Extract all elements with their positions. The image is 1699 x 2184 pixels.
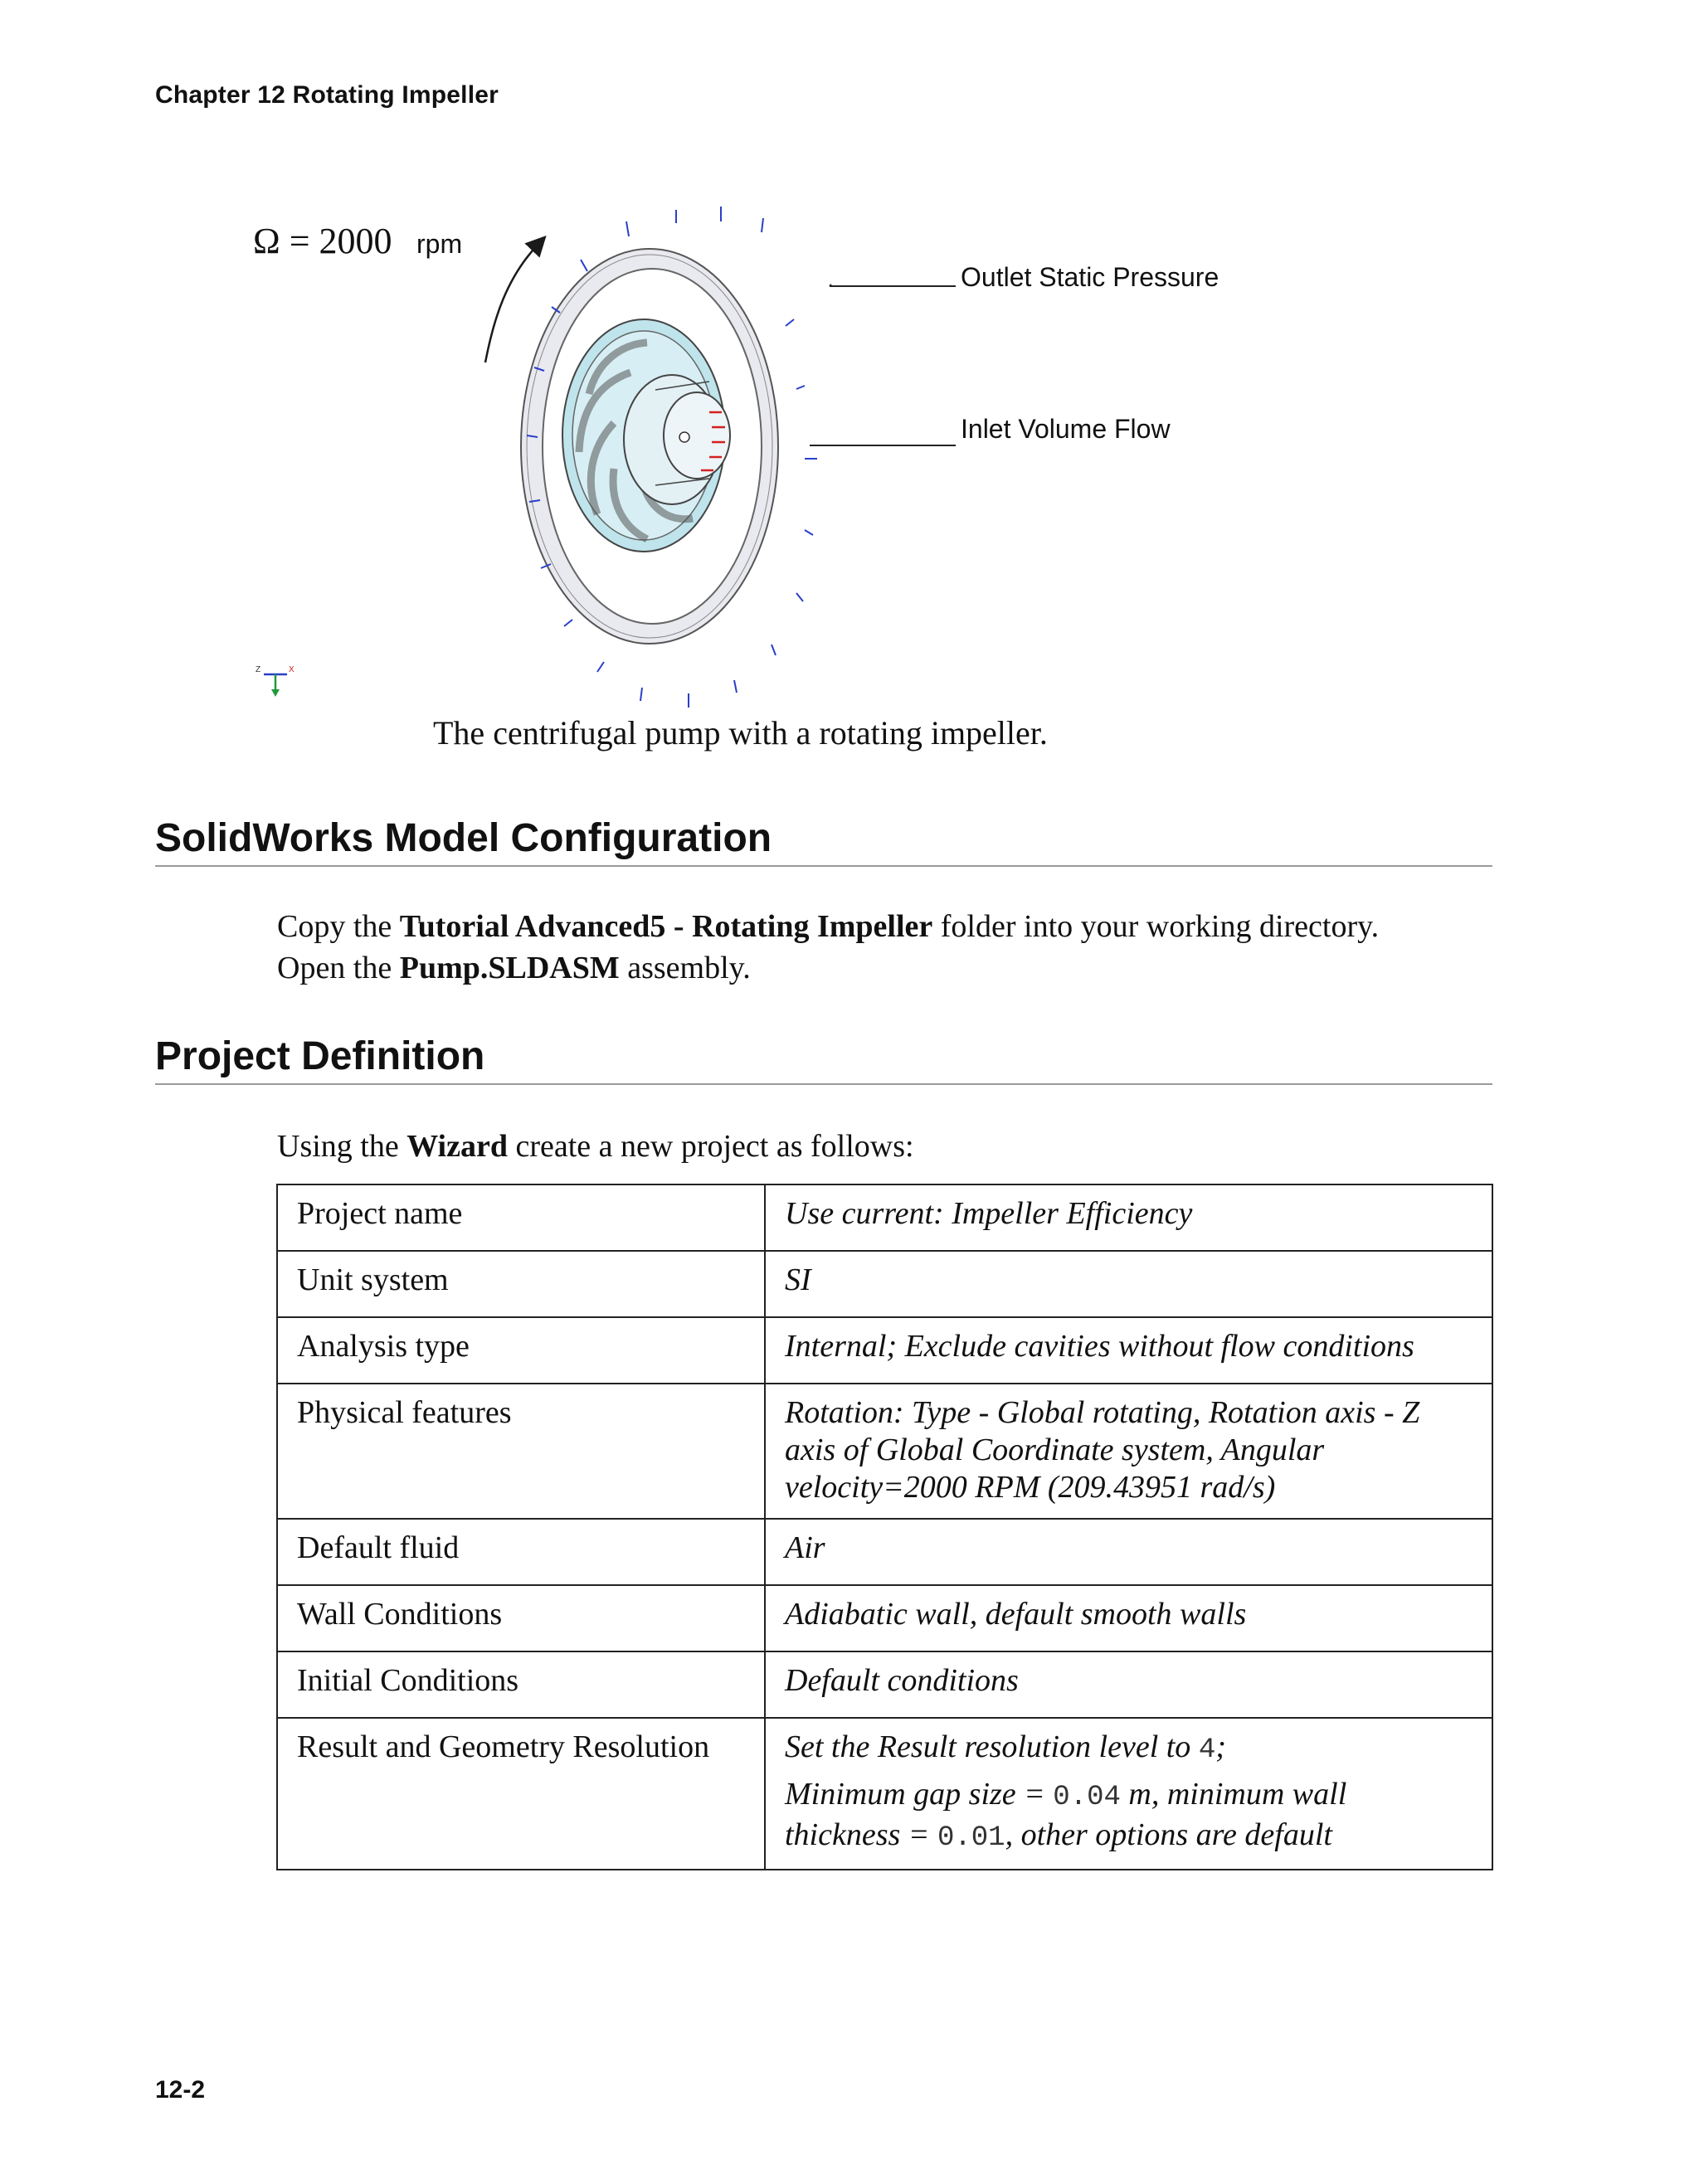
axis-z-letter: Z	[256, 665, 261, 674]
text-run: , other options are default	[1005, 1817, 1332, 1852]
text-run: ;	[1215, 1729, 1226, 1764]
setting-value: Air	[765, 1519, 1492, 1585]
rotation-arrow	[485, 243, 539, 362]
setting-value	[765, 1718, 1492, 1870]
assembly-name: Pump.SLDASM	[399, 951, 620, 985]
section-rule	[155, 865, 1492, 867]
inlet-label: Inlet Volume Flow	[961, 414, 1171, 444]
text-run: Set the Result resolution level to	[785, 1729, 1199, 1764]
running-header: Chapter 12 Rotating Impeller	[155, 81, 499, 109]
text-run: assembly.	[619, 951, 751, 985]
setting-label: Analysis type	[277, 1317, 765, 1384]
setting-value: Internal; Exclude cavities without flow conditions	[765, 1317, 1492, 1384]
figure-caption: The centrifugal pump with a rotating impeller.	[433, 714, 1048, 752]
table-row	[277, 1384, 1492, 1519]
gap-line	[785, 1776, 1467, 1857]
section-heading-project-definition: Project Definition	[155, 1034, 485, 1078]
table-row	[277, 1585, 1492, 1651]
setting-value: Use current: Impeller Efficiency	[765, 1184, 1492, 1251]
pump-figure	[232, 187, 1261, 751]
paragraph-copy	[277, 906, 1379, 989]
omega-unit: rpm	[416, 229, 463, 259]
section-heading-model-config: SolidWorks Model Configuration	[155, 816, 772, 860]
setting-value: Rotation: Type - Global rotating, Rotation axis - Z axis of Global Coordinate system, Angular velocity=2000 RPM (209.43951 rad/s)	[765, 1384, 1492, 1519]
setting-value: SI	[765, 1251, 1492, 1317]
setting-label: Project name	[277, 1184, 765, 1251]
resolution-line	[785, 1729, 1467, 1769]
setting-label: Result and Geometry Resolution	[277, 1718, 765, 1870]
omega-label: Ω = 2000	[253, 221, 392, 261]
folder-name: Tutorial Advanced5 - Rotating Impeller	[399, 909, 933, 944]
coordinate-triad	[256, 665, 295, 697]
page-number: 12-2	[155, 2076, 206, 2104]
table-row	[277, 1718, 1492, 1870]
project-settings-table	[276, 1184, 1493, 1870]
text-run: Copy the	[277, 909, 400, 944]
text-run: Using the	[277, 1129, 407, 1164]
text-run: folder into your working directory.	[932, 909, 1380, 944]
text-run: Open the	[277, 951, 400, 985]
table-row	[277, 1651, 1492, 1718]
result-level-value: 4	[1198, 1734, 1216, 1766]
text-run: m, minimum wall	[1120, 1777, 1347, 1812]
setting-label: Physical features	[277, 1384, 765, 1519]
min-wall-value: 0.01	[937, 1822, 1005, 1854]
table-row	[277, 1317, 1492, 1384]
table-row	[277, 1519, 1492, 1585]
min-gap-value: 0.04	[1053, 1782, 1121, 1813]
setting-value: Adiabatic wall, default smooth walls	[765, 1585, 1492, 1651]
text-run: thickness =	[785, 1817, 937, 1852]
axis-x-letter: X	[289, 665, 295, 674]
setting-label: Wall Conditions	[277, 1585, 765, 1651]
table-row	[277, 1251, 1492, 1317]
setting-value: Default conditions	[765, 1651, 1492, 1718]
setting-label: Default fluid	[277, 1519, 765, 1585]
paragraph-wizard-intro	[277, 1126, 914, 1167]
text-run: Minimum gap size =	[785, 1777, 1054, 1812]
section-rule	[155, 1083, 1492, 1085]
text-run: create a new project as follows:	[507, 1129, 914, 1164]
table-row	[277, 1184, 1492, 1251]
wizard-name: Wizard	[406, 1129, 508, 1164]
setting-label: Initial Conditions	[277, 1651, 765, 1718]
setting-label: Unit system	[277, 1251, 765, 1317]
outlet-label: Outlet Static Pressure	[961, 262, 1219, 292]
